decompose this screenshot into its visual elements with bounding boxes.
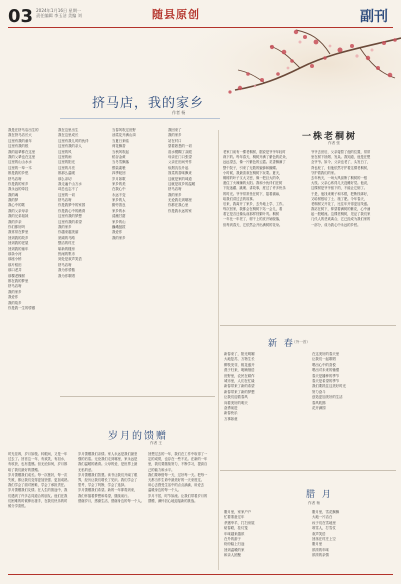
editor-text: 责任编辑 李玉洁 美编 刘 — [36, 13, 82, 18]
bottom-essay-title: 岁月的馈赠 — [108, 431, 168, 442]
text-line: 我站在树下，仰望着满树的紫花，心中涌 — [311, 207, 371, 212]
column-divider — [218, 130, 219, 570]
text-line: 我的家乡 — [168, 133, 182, 138]
text-line: 思考，学会了判断，学会了选择。 — [78, 483, 128, 488]
text-line: 这里的风 — [58, 149, 72, 154]
text-line: 但每到春天，它依然会开出满树的花朵。 — [223, 222, 283, 227]
text-line: 都是我的乡愁 — [8, 171, 29, 176]
text-line: 我的家乡 — [58, 225, 72, 230]
text-line: 我在这里成长 — [58, 133, 79, 138]
text-line: 春天是播种的季节 — [312, 373, 340, 378]
text-line: 你是我一生的骄傲 — [8, 305, 36, 310]
text-line: 我的家乡 — [112, 235, 126, 240]
essay-column — [223, 150, 308, 228]
text-line: 春风吹拂 — [312, 400, 326, 405]
text-line: 在这美好的春天里 — [312, 352, 340, 356]
text-line: 岁月不居，时节如流。让我们带着岁月的 — [148, 493, 208, 498]
text-line: 这里的月亮 — [58, 165, 75, 170]
text-line: 我在这里出生 — [58, 128, 79, 132]
text-line: 你是我永远的家 — [168, 208, 192, 213]
text-line: 勤劳善良 — [112, 203, 126, 208]
text-line: 感谢岁月，感谢生活，感谢身边的每一个人。 — [78, 498, 144, 503]
text-line: 我的魂 — [8, 192, 19, 197]
text-line: 岁月馈赠我们友情。在人生的旅途中，我 — [8, 488, 68, 493]
poem-column — [112, 128, 162, 241]
text-line: 无私的爱。 — [78, 467, 95, 472]
text-line: 父亲在田间劳作 — [168, 160, 192, 165]
text-line: 时光荏苒，岁月如梭。转眼间，又是一年 — [8, 452, 68, 456]
text-line: 挤马店呀 — [8, 176, 22, 181]
text-line: 小时候，我最喜欢在桐树下玩耍。夏天， — [223, 170, 283, 175]
poem-column — [58, 128, 104, 279]
text-line: 守护着我们的家。 — [311, 170, 338, 175]
text-line: 给了我们最好的馈赠。 — [8, 467, 41, 472]
text-line: 我走遍千山万水 — [58, 181, 82, 186]
text-line: 念爷爷。如今，父亲也老了，头发白了， — [311, 160, 371, 165]
text-line: 崭新的楼房 — [58, 246, 75, 251]
text-line: 有收获，也有遗憾。但无论如何，岁月都 — [8, 462, 68, 467]
text-line: 四季轮回 — [112, 171, 126, 176]
text-line: 栽下的。每年春天，桐树开满了紫色的花朵， — [223, 155, 289, 160]
xinchun-title: 新 春 — [268, 339, 295, 349]
text-line: 失败，都让我们变得更加坚强、更加成熟。 — [8, 477, 71, 482]
text-line: 我为你歌唱 — [58, 273, 75, 278]
text-line: 我的故乡 — [8, 300, 22, 305]
text-line: 新春带来了新的梦想 — [224, 389, 255, 394]
text-line: 爷爷去世后，父亲接替了他的位置，常常 — [311, 150, 371, 154]
text-line: 这里的雨 — [58, 154, 72, 159]
text-line: 这里有我的根 — [8, 144, 29, 149]
text-line: 这里有我的亲人 — [58, 144, 82, 149]
text-line: 炊烟袅袅升起 — [168, 165, 189, 170]
text-line: 用心去感受生活中的点点滴滴，用爱去 — [148, 483, 205, 488]
text-line: 每次回家，我都会在桐树下站一会儿，看 — [223, 207, 283, 212]
text-line: 整个院子，引来了无数的蜜蜂和蝴蝶。 — [223, 165, 280, 170]
text-line: 我永远的牵挂 — [8, 187, 29, 192]
text-line: 永远不变 — [112, 192, 126, 197]
text-line: 我们要抓住这美好时光 — [312, 384, 346, 389]
text-line: 你都在我心里 — [168, 203, 189, 208]
text-line: 天都当作生命中最美好的一天来度过。 — [148, 477, 205, 482]
text-line: 大地复苏，万物生长 — [224, 357, 255, 362]
text-line: 起一股暖流。这棵老桐树，见证了我们家 — [311, 212, 371, 217]
text-line: 饭菜的香味飘来 — [168, 171, 192, 176]
text-line: 挤马店呀 — [58, 262, 72, 267]
text-line: 忙着准备过年 — [224, 515, 245, 520]
text-line: 回想过去的一年，我们在工作中取得了一 — [148, 452, 208, 456]
text-line: 当春风吹过田野 — [112, 128, 136, 132]
masthead-logo: 随县原创 — [152, 8, 200, 21]
text-line: 你是我心中的港湾 — [58, 208, 86, 213]
date-text: 2024年1月16日 星期一 — [36, 8, 82, 13]
text-line: 稻谷金黄 — [112, 154, 126, 159]
text-line: 唱出对未来的憧憬 — [312, 368, 340, 373]
text-line: 新春来了，阳光明媚 — [224, 352, 255, 356]
text-line: 我心中的歌 — [8, 203, 25, 208]
text-line: 桐树的叶子又大又密，像一把巨大的伞， — [223, 175, 283, 180]
text-line: 这里有我的童年 — [8, 138, 32, 143]
text-line: 馈赠，满怀信心地迎接新的挑战。 — [148, 498, 198, 503]
text-line: 一部分，成为我心中永远的乡愁。 — [311, 222, 361, 227]
text-line: 挤马店呀 — [58, 198, 72, 203]
page-header — [0, 0, 401, 30]
text-line: 向着美好的明天 — [224, 400, 248, 405]
text-line: 这就是故乡的温暖 — [168, 181, 196, 186]
text-line: 奋勇前进 — [224, 405, 238, 410]
text-line: 大地一片洁白 — [312, 515, 333, 520]
text-line: 那座小桥 — [8, 257, 22, 262]
text-line: 我的家乡 — [168, 192, 182, 197]
text-line: 我们怀揣着梦想和希望，继续前行。 — [78, 493, 131, 498]
text-line: 欢声笑语 — [312, 531, 326, 536]
text-line: 新春带来了新的希望 — [224, 384, 255, 389]
text-line: 田野里，农民在耕作 — [224, 373, 255, 378]
text-line: 大枝。父亲心疼得几天没睡好觉。他说， — [311, 181, 371, 186]
section-divider — [60, 396, 215, 397]
text-line: 春天是希望的季节 — [312, 378, 340, 383]
text-line: 岁月馈赠我们智慧。读书让我们开阔了眼 — [78, 472, 138, 477]
text-line: 整洁的村庄 — [58, 241, 75, 246]
text-line: 你们都好吗 — [8, 225, 25, 230]
text-line: 强的后盾。无论我们走到哪里，家永远是 — [78, 457, 138, 462]
text-line: 这里的一切 — [58, 192, 75, 197]
text-line: 贴春联，挂灯笼 — [224, 526, 248, 531]
text-line: 候分享喜悦。 — [8, 503, 28, 508]
text-line: 我是在挤马店出生的 — [8, 128, 39, 132]
text-line: 年味越来越浓 — [224, 531, 245, 536]
text-line: 在外的游子 — [224, 536, 241, 541]
text-line: 创造更加美好的生活 — [312, 395, 343, 400]
text-line: 几代人的悲欢离合，它已经成为我们家的 — [311, 217, 371, 222]
text-line: 这里有我儿时的伙伴 — [58, 138, 89, 143]
text-line: 家乡的人 — [112, 198, 126, 203]
text-line: 清澈甘甜 — [112, 214, 126, 219]
text-line: 当夏日来临 — [112, 138, 129, 143]
text-line: 巍峨挺拔 — [112, 225, 126, 230]
text-line: 你是我的家乡 — [8, 181, 29, 186]
bottom-essay-column — [8, 452, 74, 509]
text-line: 纷纷踏上归途 — [224, 542, 245, 547]
text-line: 我常常在梦里 — [8, 230, 29, 235]
text-line: 回到温暖的家 — [224, 547, 245, 552]
text-line: 过去了。回首这一年，有欢笑，有泪水， — [8, 457, 68, 462]
text-line: 家乡的山 — [112, 219, 126, 224]
text-line: 这里的山山水水 — [8, 160, 32, 165]
text-line: 宽阔的马路 — [58, 235, 75, 240]
essay-column — [311, 150, 396, 228]
text-line: 唱出心中的喜悦 — [312, 362, 336, 367]
layue-lines — [312, 510, 396, 559]
text-line: 热闹的集市 — [58, 251, 75, 256]
bottom-essay-column — [148, 452, 214, 504]
text-line: 这里的一草一木 — [8, 165, 32, 170]
text-line: 回到我的老屋 — [8, 241, 29, 246]
text-line: 家乡的美 — [112, 181, 126, 186]
text-line: 这里有我的希望 — [58, 219, 82, 224]
bottom-essay-author: 作者 王 — [150, 441, 162, 445]
text-line: 我的祖辈都在这里 — [8, 149, 36, 154]
main-poem-title: 挤马店，我的家乡 — [92, 96, 205, 111]
text-line: 背也驼了，但他依然守护着这棵老桐树， — [311, 165, 371, 170]
text-line: 定的成绩，也存在一些不足。在新的一年 — [148, 457, 208, 462]
text-line: 孩子们在雪地里 — [312, 520, 336, 525]
text-line: 我们温暖的港湾。父母的爱，是世界上最 — [78, 462, 138, 467]
text-line: 温暖身边的每一个人。 — [148, 488, 181, 493]
text-line: 我的乡亲 — [8, 219, 22, 224]
text-line: 我回来了 — [168, 128, 182, 132]
text-line: 都那么温暖 — [58, 171, 75, 176]
text-line: 那片稻田 — [8, 262, 22, 267]
text-line: 挤马店呀 — [8, 284, 22, 289]
text-line: 那么亲切 — [58, 176, 72, 181]
text-line: 挤马店呀 — [168, 187, 182, 192]
text-line: 当冬雪飘落 — [112, 160, 129, 165]
text-line: 一年比一年老了，树干上的皮开始脱落， — [223, 217, 283, 222]
text-line: 让我们迎着春风 — [224, 395, 248, 400]
text-line: 们困难的时候伸出援手，在我们快乐的时 — [8, 498, 68, 503]
text-line: 我的兄弟姐妹 — [8, 214, 29, 219]
text-line: 这里的阳光 — [58, 160, 75, 165]
text-line: 油菜花开满山岗 — [112, 133, 136, 138]
text-line: 万事如意 — [224, 416, 238, 421]
text-line: 和亲人团聚 — [224, 553, 241, 558]
footer-rule — [8, 574, 393, 575]
text-line: 无论我走到哪里 — [168, 198, 192, 203]
text-line: 看它是否还像从前那样枝繁叶茂。桐树 — [223, 212, 280, 217]
date-line — [36, 8, 106, 18]
text-line: 我的家乡 — [8, 289, 22, 294]
section-divider — [220, 470, 396, 471]
text-line: 我的父亲母亲 — [8, 208, 29, 213]
text-line: 我的梦 — [8, 198, 19, 203]
text-line: 家乡的水 — [112, 208, 126, 213]
text-line: 我们要珍惜每一天，过好每一天。把每一 — [148, 472, 208, 477]
text-line: 浓浓的年味 — [312, 547, 329, 552]
text-line: 去年秋天，一场大风刮断了桐树的一根 — [311, 175, 368, 180]
text-line: 却总也忘不了 — [58, 187, 79, 192]
poem-column — [168, 128, 216, 214]
text-line: 我为你骄傲 — [58, 268, 75, 273]
text-line: 那棵老槐树 — [8, 273, 25, 278]
text-line: 腊月里 — [312, 542, 323, 547]
text-line: 老桐树又开花了，比往年开得更加茂盛。 — [311, 201, 371, 206]
text-line: 岁月馈赠我们希望。新的一年即将到来， — [78, 488, 138, 493]
text-line: 荷花飘香 — [112, 144, 126, 149]
text-line: 在我心中 — [112, 187, 126, 192]
text-line: 城市里，人们在忙碌 — [224, 378, 255, 383]
text-line: 当秋风吹起 — [112, 149, 129, 154]
layue-author: 作者 杨 — [308, 501, 320, 505]
text-line: 下捉迷藏、跳绳、讲故事，度过了许多快乐 — [223, 186, 286, 191]
poem-column — [8, 128, 54, 311]
text-line: 我爱你 — [8, 295, 19, 300]
text-line: 岁月馈赠我们亲情。家人永远是我们最坚 — [78, 452, 138, 456]
text-line: 你是我梦中的家园 — [58, 203, 86, 208]
xinchun-subtitle: （外一首） — [292, 340, 310, 344]
text-line: 老家门前有一棵老桐树，据说是爷爷年轻时 — [223, 150, 286, 154]
text-line: 堆雪人，打雪仗 — [312, 526, 336, 531]
text-line: 们遇到了许多志同道合的朋友。他们在我 — [8, 493, 68, 498]
text-line: 坐在树下抽烟、发呆。我知道，他是在想 — [311, 155, 371, 160]
text-line: 我们学会了面对困难，学会了承担责任。 — [8, 483, 68, 488]
text-line: 那条小河 — [8, 251, 22, 256]
text-line: 腊月里，家家户户 — [224, 510, 252, 514]
text-line: 岁月馈赠我们成长。每一次挫折，每一次 — [8, 472, 68, 477]
text-line: 岁月如歌 — [112, 176, 126, 181]
text-line: 后来，我离开了家乡，去外地上学、工作。 — [223, 201, 286, 206]
page-number: 03 — [8, 6, 34, 27]
layue-lines — [224, 510, 308, 559]
text-line: 浓浓的亲情 — [312, 553, 329, 558]
text-line: 努力奋斗 — [312, 389, 326, 394]
text-line: 回到我的童年 — [8, 246, 29, 251]
text-line: 我爱你 — [112, 230, 123, 235]
text-line: 界，经历让我们增长了见识。我们学会了 — [78, 477, 138, 482]
text-line: 站在村口 — [168, 138, 182, 143]
text-line: 己的能力和水平。 — [148, 467, 175, 472]
text-line: 我在挤马店长大 — [8, 133, 32, 138]
text-line: 回荡在村庄上空 — [312, 536, 336, 541]
title-rule — [60, 118, 220, 119]
text-line: 泪水模糊了双眼 — [168, 149, 192, 154]
layue-title: 腊 月 — [306, 490, 333, 500]
text-line: 都在我的梦里 — [8, 278, 29, 283]
text-line: 这就是家的味道 — [168, 176, 192, 181]
text-line: 回到我的故乡 — [8, 235, 29, 240]
text-line: 到处是欢声笑语 — [58, 257, 82, 262]
bottom-essay-column — [78, 452, 144, 504]
text-line: 遮住了火辣辣的太阳。我和小伙伴们在树 — [223, 181, 283, 186]
text-line: 这棵树是爷爷留下的，不能让它倒了。 — [311, 186, 368, 191]
text-line: 让我们一起歌唱 — [312, 357, 336, 362]
text-line: 燕子归来，呢喃细语 — [224, 368, 255, 373]
text-line: 腊月里，雪花飘飘 — [312, 510, 340, 514]
text-line: 又给树根培了土、施了肥。今年春天， — [311, 196, 368, 201]
xinchun-lines — [224, 352, 308, 422]
text-line: 你越来越美丽 — [58, 230, 79, 235]
text-line: 的时光。爷爷常常坐在树下，摇着蒲扇， — [223, 191, 283, 196]
essay-title: 一株老桐树 — [302, 132, 358, 142]
essay-author: 作者 张 — [328, 141, 340, 145]
text-line: 那口老井 — [8, 268, 22, 273]
section-title: 副刊 — [360, 9, 388, 25]
text-line: 里，我们要继续努力，不断学习，提高自 — [148, 462, 208, 467]
xinchun-lines — [312, 352, 396, 411]
text-line: 给我们讲过去的故事。 — [223, 196, 256, 201]
text-line: 望着熟悉的一切 — [168, 144, 192, 149]
main-poem-author: 作者 杨 — [172, 110, 186, 115]
text-line: 花开满园 — [312, 405, 326, 410]
text-line: 这里有我的梦想 — [58, 214, 82, 219]
text-line: 银装素裹 — [112, 165, 126, 170]
text-line: 我的父辈也在这里 — [8, 154, 36, 159]
text-line: 新春快乐 — [224, 411, 238, 416]
text-line: 于是，他找来绳子和木棍，把断枝绑好， — [311, 191, 371, 196]
text-line: 母亲在门口张望 — [168, 154, 192, 159]
text-line: 杀猪宰羊，打扫房屋 — [224, 520, 255, 525]
text-line: 远远望去，像一片紫色的云霞。花香飘满了 — [223, 160, 286, 165]
section-divider — [220, 325, 396, 326]
text-line: 柳枝发芽，桃花盛开 — [224, 362, 255, 367]
